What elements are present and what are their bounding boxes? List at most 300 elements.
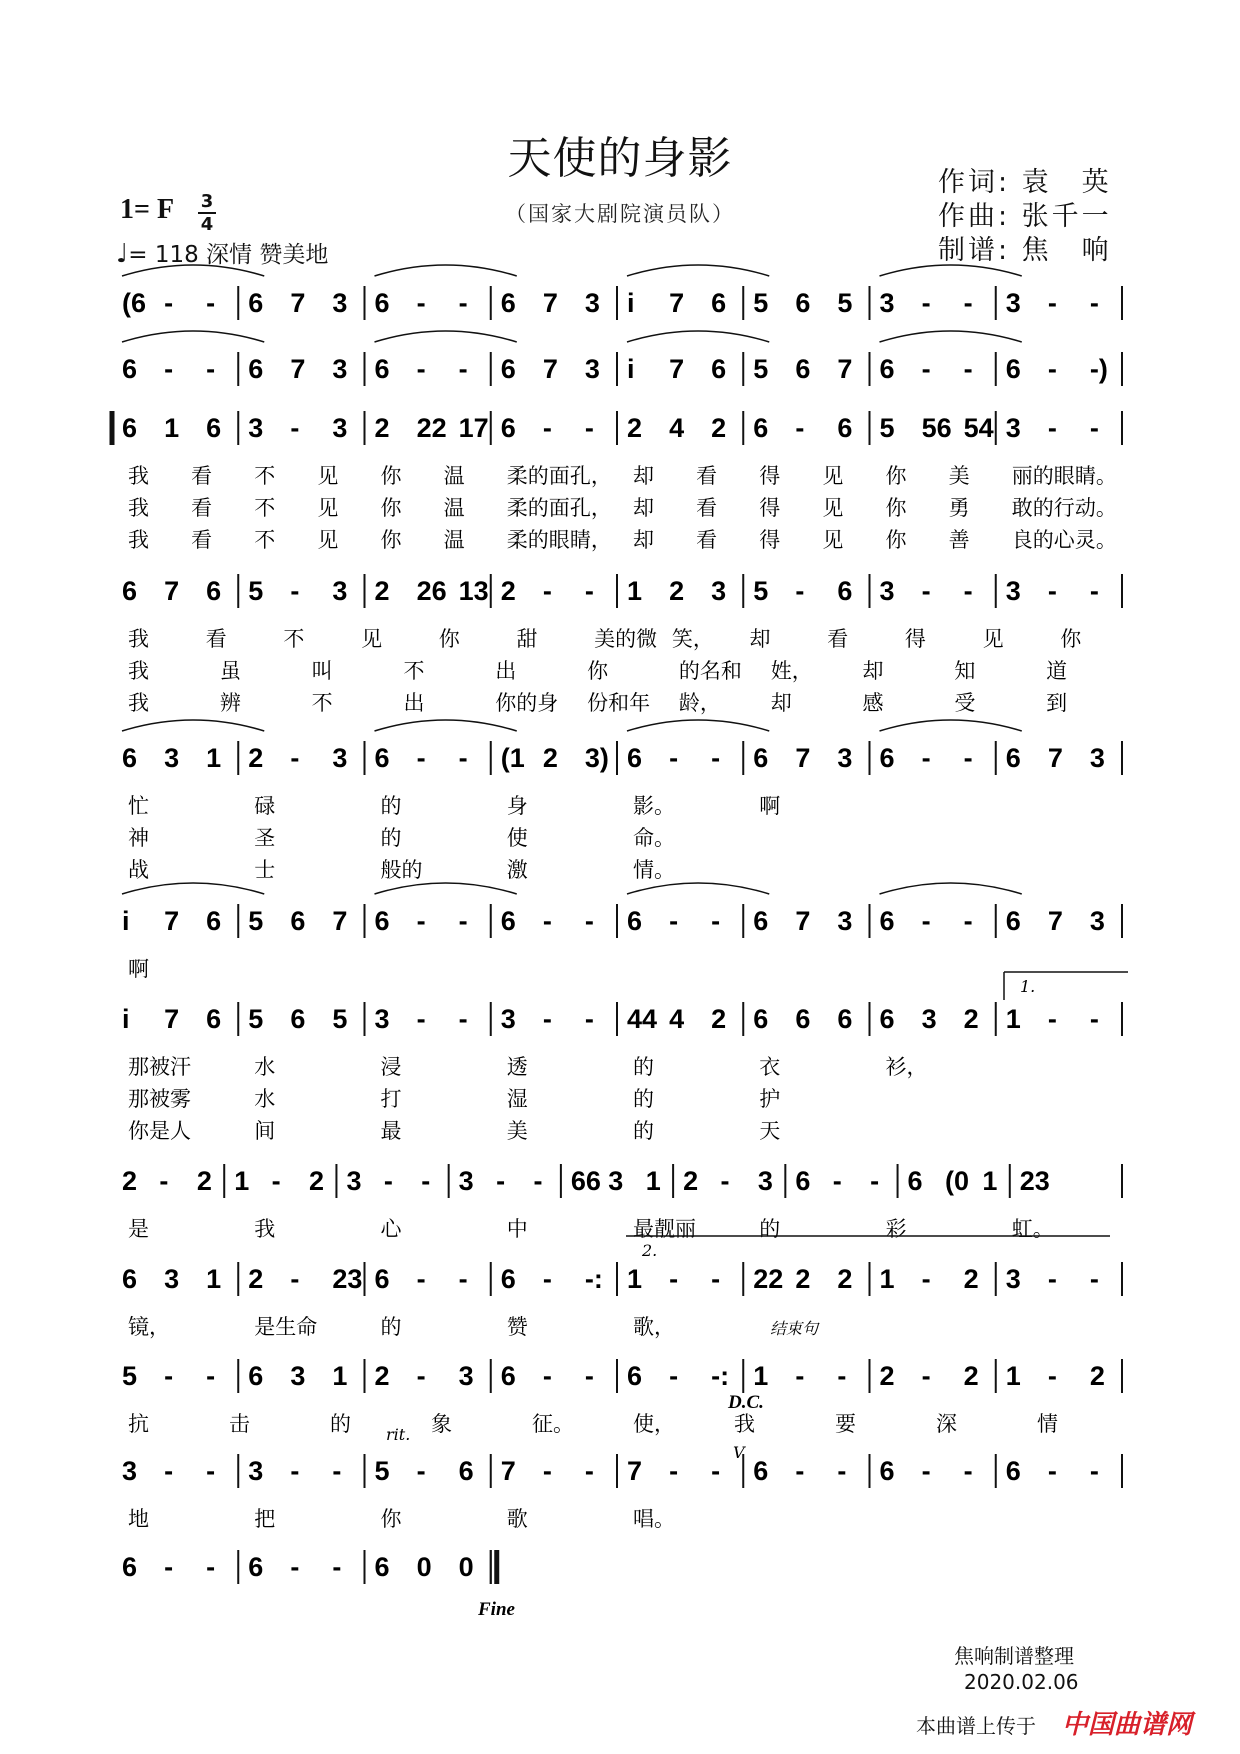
lyric: 湿 bbox=[506, 1087, 528, 1111]
lyric: 那被雾 bbox=[128, 1087, 191, 1111]
note: - bbox=[921, 288, 931, 318]
lyric: 出 bbox=[403, 691, 425, 715]
note: 3 bbox=[374, 1004, 390, 1034]
note: 3 bbox=[837, 743, 853, 773]
note: 6 bbox=[1005, 354, 1021, 384]
note: 4 bbox=[669, 413, 685, 443]
lyric: 却 bbox=[633, 496, 654, 520]
lyric: 把 bbox=[254, 1507, 276, 1531]
note: - bbox=[1047, 1264, 1057, 1294]
lyric: 的 bbox=[633, 1119, 654, 1143]
note: - bbox=[1047, 354, 1057, 384]
lyric: 歌 bbox=[506, 1507, 528, 1531]
note: - bbox=[584, 1456, 594, 1486]
note: 6 bbox=[290, 1004, 306, 1034]
composer-credit: 作曲: 张千一 bbox=[938, 201, 1112, 232]
note: 22 bbox=[753, 1264, 784, 1294]
note: 7 bbox=[542, 288, 558, 318]
note: - bbox=[271, 1166, 281, 1196]
note: i bbox=[122, 1004, 130, 1034]
note: - bbox=[1089, 576, 1099, 606]
note: 6 bbox=[753, 413, 769, 443]
lyric: 碌 bbox=[254, 794, 276, 818]
lyric: 良的心 bbox=[1011, 528, 1075, 552]
slur bbox=[122, 883, 264, 894]
date-note: 2020.02.06 bbox=[964, 1670, 1079, 1694]
lyric: 使 bbox=[506, 826, 528, 850]
quarter-note-icon: ♩ bbox=[116, 239, 129, 269]
note: 6 bbox=[907, 1166, 923, 1196]
note: 6 bbox=[374, 1552, 390, 1582]
note: - bbox=[542, 1264, 552, 1294]
note: 3 bbox=[332, 576, 348, 606]
note: 23 bbox=[332, 1264, 363, 1294]
note: 6 bbox=[795, 288, 811, 318]
lyric: 我 bbox=[128, 496, 149, 520]
note: 1 bbox=[332, 1361, 348, 1391]
note: 1 bbox=[206, 743, 222, 773]
note: 6 bbox=[206, 413, 222, 443]
lyric: 的 bbox=[380, 1315, 402, 1339]
note: 2 bbox=[963, 1264, 979, 1294]
note: - bbox=[711, 1456, 721, 1486]
note: 66 bbox=[570, 1166, 601, 1196]
note: - bbox=[584, 576, 594, 606]
tempo-text: = 118 深情 赞美地 bbox=[128, 242, 329, 268]
note: - bbox=[290, 743, 300, 773]
note: 26 bbox=[416, 576, 447, 606]
lyric: 温 bbox=[443, 496, 465, 520]
note: 3 bbox=[332, 354, 348, 384]
note: - bbox=[921, 354, 931, 384]
note: 6 bbox=[1005, 743, 1021, 773]
lyric: 你 bbox=[885, 528, 907, 552]
lyric: 那被汗 bbox=[128, 1055, 191, 1079]
lyric: 的 bbox=[330, 1412, 351, 1436]
lyric: 美的微 bbox=[594, 627, 658, 651]
lyric: 你 bbox=[1060, 627, 1082, 651]
note: 6 bbox=[795, 1166, 811, 1196]
note: - bbox=[164, 1361, 174, 1391]
note: 6 bbox=[627, 1361, 643, 1391]
note: - bbox=[206, 1456, 216, 1486]
slur bbox=[375, 265, 517, 276]
note: - bbox=[963, 743, 973, 773]
lyric: 看 bbox=[827, 627, 849, 651]
note: 7 bbox=[1047, 743, 1063, 773]
note: 2 bbox=[309, 1166, 325, 1196]
note: - bbox=[542, 576, 552, 606]
note: - bbox=[669, 1456, 679, 1486]
lyric: 水 bbox=[254, 1055, 276, 1079]
note: 3 bbox=[711, 576, 727, 606]
note: - bbox=[416, 743, 426, 773]
lyric: 你 bbox=[380, 528, 402, 552]
note: - bbox=[458, 288, 468, 318]
note: - bbox=[542, 413, 552, 443]
note: 2 bbox=[711, 1004, 727, 1034]
note: 6 bbox=[374, 906, 390, 936]
note: - bbox=[206, 288, 216, 318]
note: 6 bbox=[500, 413, 516, 443]
note: 3) bbox=[584, 743, 609, 773]
note: 2 bbox=[879, 1361, 895, 1391]
lyric: 最靓丽 bbox=[633, 1217, 696, 1241]
lyric: 龄， bbox=[678, 691, 721, 715]
note: - bbox=[1089, 413, 1099, 443]
note: 7 bbox=[290, 354, 306, 384]
note: 5 bbox=[837, 288, 853, 318]
lyric: 睛。 bbox=[1074, 464, 1117, 488]
note: - bbox=[290, 1264, 300, 1294]
note: 7 bbox=[290, 288, 306, 318]
rit-mark: rit. bbox=[386, 1425, 411, 1444]
note: - bbox=[458, 906, 468, 936]
note: 6 bbox=[122, 413, 138, 443]
slur bbox=[375, 883, 517, 894]
note: 6 bbox=[374, 354, 390, 384]
note: - bbox=[669, 906, 679, 936]
note: 6 bbox=[122, 354, 138, 384]
note: 7 bbox=[1047, 906, 1063, 936]
note: - bbox=[164, 1456, 174, 1486]
lyric: 柔的眼 bbox=[506, 528, 570, 552]
lyric: 得 bbox=[759, 496, 781, 520]
transcriber-credit: 制谱: 焦 响 bbox=[938, 235, 1112, 266]
lyric: 温 bbox=[443, 528, 465, 552]
lyric: 我 bbox=[128, 627, 149, 651]
lyric: 得 bbox=[759, 464, 781, 488]
note: - bbox=[584, 413, 594, 443]
note: 44 bbox=[627, 1004, 658, 1034]
slur bbox=[627, 331, 769, 342]
lyric: 我 bbox=[254, 1217, 276, 1241]
lyric: 不 bbox=[254, 528, 276, 552]
note: 1 bbox=[234, 1166, 250, 1196]
note: 2 bbox=[683, 1166, 699, 1196]
note: - bbox=[416, 1361, 426, 1391]
note: -: bbox=[584, 1264, 603, 1294]
lyric: 你 bbox=[380, 496, 402, 520]
lyric: 虽 bbox=[219, 659, 241, 683]
lyric: 见 bbox=[317, 528, 339, 552]
note: - bbox=[921, 743, 931, 773]
lyric: 使， bbox=[633, 1412, 675, 1436]
lyric: 美 bbox=[948, 464, 970, 488]
lyric: 情 bbox=[1037, 1412, 1058, 1436]
note: - bbox=[206, 1361, 216, 1391]
lyric: 叫 bbox=[311, 659, 333, 683]
lyric: 的名和 bbox=[678, 659, 742, 683]
note: 6 bbox=[879, 743, 895, 773]
note: - bbox=[837, 1361, 847, 1391]
note: 5 bbox=[332, 1004, 348, 1034]
upload-note: 本曲谱上传于 bbox=[916, 1714, 1036, 1738]
lyric: 辨 bbox=[219, 691, 241, 715]
note: i bbox=[627, 288, 635, 318]
lyric: 你 bbox=[587, 659, 609, 683]
note: -) bbox=[1089, 354, 1108, 384]
note: 3 bbox=[164, 1264, 180, 1294]
breath-mark: V bbox=[733, 1443, 745, 1462]
note: 6 bbox=[500, 288, 516, 318]
note: 1 bbox=[645, 1166, 661, 1196]
note: 5 bbox=[248, 906, 264, 936]
note: 3 bbox=[332, 288, 348, 318]
lyric: 战 bbox=[128, 858, 149, 882]
lyric: 看 bbox=[696, 496, 718, 520]
lyric: 透 bbox=[506, 1055, 528, 1079]
lyric: 的 bbox=[633, 1087, 654, 1111]
note: - bbox=[669, 1264, 679, 1294]
note: - bbox=[458, 1264, 468, 1294]
note: - bbox=[533, 1166, 543, 1196]
note: 6 bbox=[248, 1361, 264, 1391]
note: - bbox=[290, 413, 300, 443]
slur bbox=[627, 883, 769, 894]
note: 6 bbox=[206, 1004, 222, 1034]
note: 7 bbox=[164, 906, 180, 936]
note: - bbox=[164, 288, 174, 318]
note: 23 bbox=[1019, 1166, 1050, 1196]
note: 3 bbox=[332, 413, 348, 443]
lyric: 士 bbox=[254, 858, 276, 882]
note: 3 bbox=[608, 1166, 624, 1196]
volta2-label: 2. bbox=[642, 1241, 658, 1260]
note: 7 bbox=[669, 354, 685, 384]
note: - bbox=[496, 1166, 506, 1196]
note: - bbox=[542, 906, 552, 936]
note: 6 bbox=[795, 1004, 811, 1034]
lyric: 不 bbox=[254, 496, 276, 520]
lyric: 我 bbox=[128, 659, 149, 683]
note: 2 bbox=[248, 743, 264, 773]
note: - bbox=[458, 354, 468, 384]
note: - bbox=[1047, 1361, 1057, 1391]
note: 3 bbox=[1005, 288, 1021, 318]
note: - bbox=[1089, 1456, 1099, 1486]
lyric: 我 bbox=[734, 1412, 755, 1436]
lyric: 彩 bbox=[885, 1217, 907, 1241]
note: 6 bbox=[753, 743, 769, 773]
note: 3 bbox=[1089, 743, 1105, 773]
fine-mark: Fine bbox=[478, 1599, 515, 1620]
note: 6 bbox=[122, 576, 138, 606]
note: 6 bbox=[879, 906, 895, 936]
note: 6 bbox=[879, 1004, 895, 1034]
note: 2 bbox=[795, 1264, 811, 1294]
lyric: 不 bbox=[403, 659, 425, 683]
note: 1 bbox=[164, 413, 180, 443]
lyric: 击 bbox=[229, 1412, 250, 1436]
note: 3 bbox=[1005, 413, 1021, 443]
note: 3 bbox=[332, 743, 348, 773]
note: - bbox=[416, 288, 426, 318]
note: - bbox=[164, 1552, 174, 1582]
lyric: 份和年 bbox=[587, 691, 651, 715]
note: 6 bbox=[206, 906, 222, 936]
note: 6 bbox=[374, 743, 390, 773]
note: 2 bbox=[542, 743, 558, 773]
lyric: 甜 bbox=[516, 627, 538, 651]
note: - bbox=[542, 1004, 552, 1034]
song-title: 天使的身影 bbox=[507, 133, 733, 184]
note: 22 bbox=[416, 413, 447, 443]
note: 5 bbox=[122, 1361, 138, 1391]
slur bbox=[375, 720, 517, 731]
lyric: 看 bbox=[696, 464, 718, 488]
lyric: 忙 bbox=[128, 794, 149, 818]
note: 6 bbox=[500, 1264, 516, 1294]
lyric: 中 bbox=[506, 1217, 528, 1241]
note: - bbox=[1047, 576, 1057, 606]
key-signature: 1= F bbox=[120, 194, 175, 225]
lyric: 孔， bbox=[569, 496, 612, 520]
note: 6 bbox=[248, 1552, 264, 1582]
lyric: 镜， bbox=[128, 1315, 170, 1339]
note: - bbox=[290, 1552, 300, 1582]
note: 7 bbox=[795, 743, 811, 773]
note: - bbox=[669, 743, 679, 773]
lyric: 温 bbox=[443, 464, 465, 488]
note: - bbox=[458, 743, 468, 773]
note: 6 bbox=[753, 906, 769, 936]
note: - bbox=[332, 1456, 342, 1486]
note: - bbox=[837, 1456, 847, 1486]
note: - bbox=[795, 576, 805, 606]
note: 1 bbox=[879, 1264, 895, 1294]
note: - bbox=[963, 288, 973, 318]
lyric: 出 bbox=[495, 659, 517, 683]
note: 17 bbox=[458, 413, 489, 443]
lyric: 天 bbox=[759, 1119, 781, 1143]
note: - bbox=[963, 1456, 973, 1486]
lyric: 影。 bbox=[633, 794, 675, 818]
lyric: 受 bbox=[954, 691, 976, 715]
note: 3 bbox=[837, 906, 853, 936]
lyric: 勇 bbox=[948, 496, 970, 520]
lyric: 啊 bbox=[759, 794, 781, 818]
lyric: 得 bbox=[759, 528, 781, 552]
note: 6 bbox=[122, 1264, 138, 1294]
lyric: 的 bbox=[380, 826, 402, 850]
note: - bbox=[1089, 288, 1099, 318]
slur bbox=[122, 720, 264, 731]
lyric: 护 bbox=[759, 1087, 781, 1111]
note: 2 bbox=[374, 1361, 390, 1391]
arranger-note: 焦响制谱整理 bbox=[954, 1644, 1074, 1668]
slur bbox=[880, 720, 1022, 731]
lyric: 圣 bbox=[254, 826, 276, 850]
note: 1 bbox=[1005, 1004, 1021, 1034]
note: 1 bbox=[627, 576, 643, 606]
note: 6 bbox=[500, 1361, 516, 1391]
note: 6 bbox=[248, 354, 264, 384]
note: 4 bbox=[669, 1004, 685, 1034]
note: 2 bbox=[837, 1264, 853, 1294]
note: i bbox=[122, 906, 130, 936]
note: 7 bbox=[795, 906, 811, 936]
note: 13 bbox=[458, 576, 489, 606]
lyric: 的 bbox=[633, 1055, 654, 1079]
lyric: 最 bbox=[380, 1119, 402, 1143]
note: 6 bbox=[627, 743, 643, 773]
note: - bbox=[963, 354, 973, 384]
note: 56 bbox=[921, 413, 952, 443]
lyric: 看 bbox=[191, 528, 213, 552]
note: 2 bbox=[669, 576, 685, 606]
lyric: 命。 bbox=[633, 826, 675, 850]
note: 6 bbox=[122, 743, 138, 773]
note: 7 bbox=[837, 354, 853, 384]
note: 1 bbox=[206, 1264, 222, 1294]
slur bbox=[880, 331, 1022, 342]
note: 2 bbox=[122, 1166, 138, 1196]
lyric: 见 bbox=[822, 464, 844, 488]
lyric: 看 bbox=[205, 627, 227, 651]
note: - bbox=[416, 1264, 426, 1294]
note: 6 bbox=[248, 288, 264, 318]
lyric: 见 bbox=[982, 627, 1004, 651]
lyric: 姓， bbox=[770, 659, 813, 683]
lyric: 身 bbox=[506, 794, 528, 818]
note: (6 bbox=[122, 288, 147, 318]
note: - bbox=[711, 743, 721, 773]
lyric: 你是人 bbox=[128, 1119, 191, 1143]
lyric: 象 bbox=[431, 1412, 452, 1436]
note: 5 bbox=[248, 576, 264, 606]
note: - bbox=[584, 1004, 594, 1034]
time-signature-top: 3 bbox=[200, 191, 214, 212]
note: - bbox=[290, 1456, 300, 1486]
lyric: 感 bbox=[862, 691, 884, 715]
note: - bbox=[669, 1361, 679, 1391]
note: 2 bbox=[627, 413, 643, 443]
lyric: 灵。 bbox=[1074, 528, 1117, 552]
lyric: 我 bbox=[128, 464, 149, 488]
lyric: 是生命 bbox=[254, 1315, 318, 1339]
note: - bbox=[921, 1456, 931, 1486]
note: - bbox=[870, 1166, 880, 1196]
note: 2 bbox=[963, 1004, 979, 1034]
note: - bbox=[921, 576, 931, 606]
note: 2 bbox=[963, 1361, 979, 1391]
lyric: 见 bbox=[317, 496, 339, 520]
note: 3 bbox=[500, 1004, 516, 1034]
coda-label: 结束句 bbox=[770, 1319, 819, 1338]
slur bbox=[627, 265, 769, 276]
note: - bbox=[542, 1456, 552, 1486]
lyricist-credit: 作词: 袁 英 bbox=[938, 167, 1112, 198]
note: 3 bbox=[248, 413, 264, 443]
note: 6 bbox=[500, 354, 516, 384]
note: 3 bbox=[248, 1456, 264, 1486]
note: - bbox=[206, 354, 216, 384]
lyric: 衣 bbox=[759, 1055, 781, 1079]
note: 7 bbox=[542, 354, 558, 384]
lyric: 你 bbox=[438, 627, 460, 651]
lyric: 敢的行 bbox=[1011, 496, 1075, 520]
note: - bbox=[164, 354, 174, 384]
note: 6 bbox=[837, 413, 853, 443]
note: 6 bbox=[753, 1456, 769, 1486]
lyric: 见 bbox=[317, 464, 339, 488]
note: - bbox=[416, 1004, 426, 1034]
note: - bbox=[711, 906, 721, 936]
lyric: 抗 bbox=[128, 1412, 149, 1436]
note: 7 bbox=[627, 1456, 643, 1486]
note: - bbox=[832, 1166, 842, 1196]
